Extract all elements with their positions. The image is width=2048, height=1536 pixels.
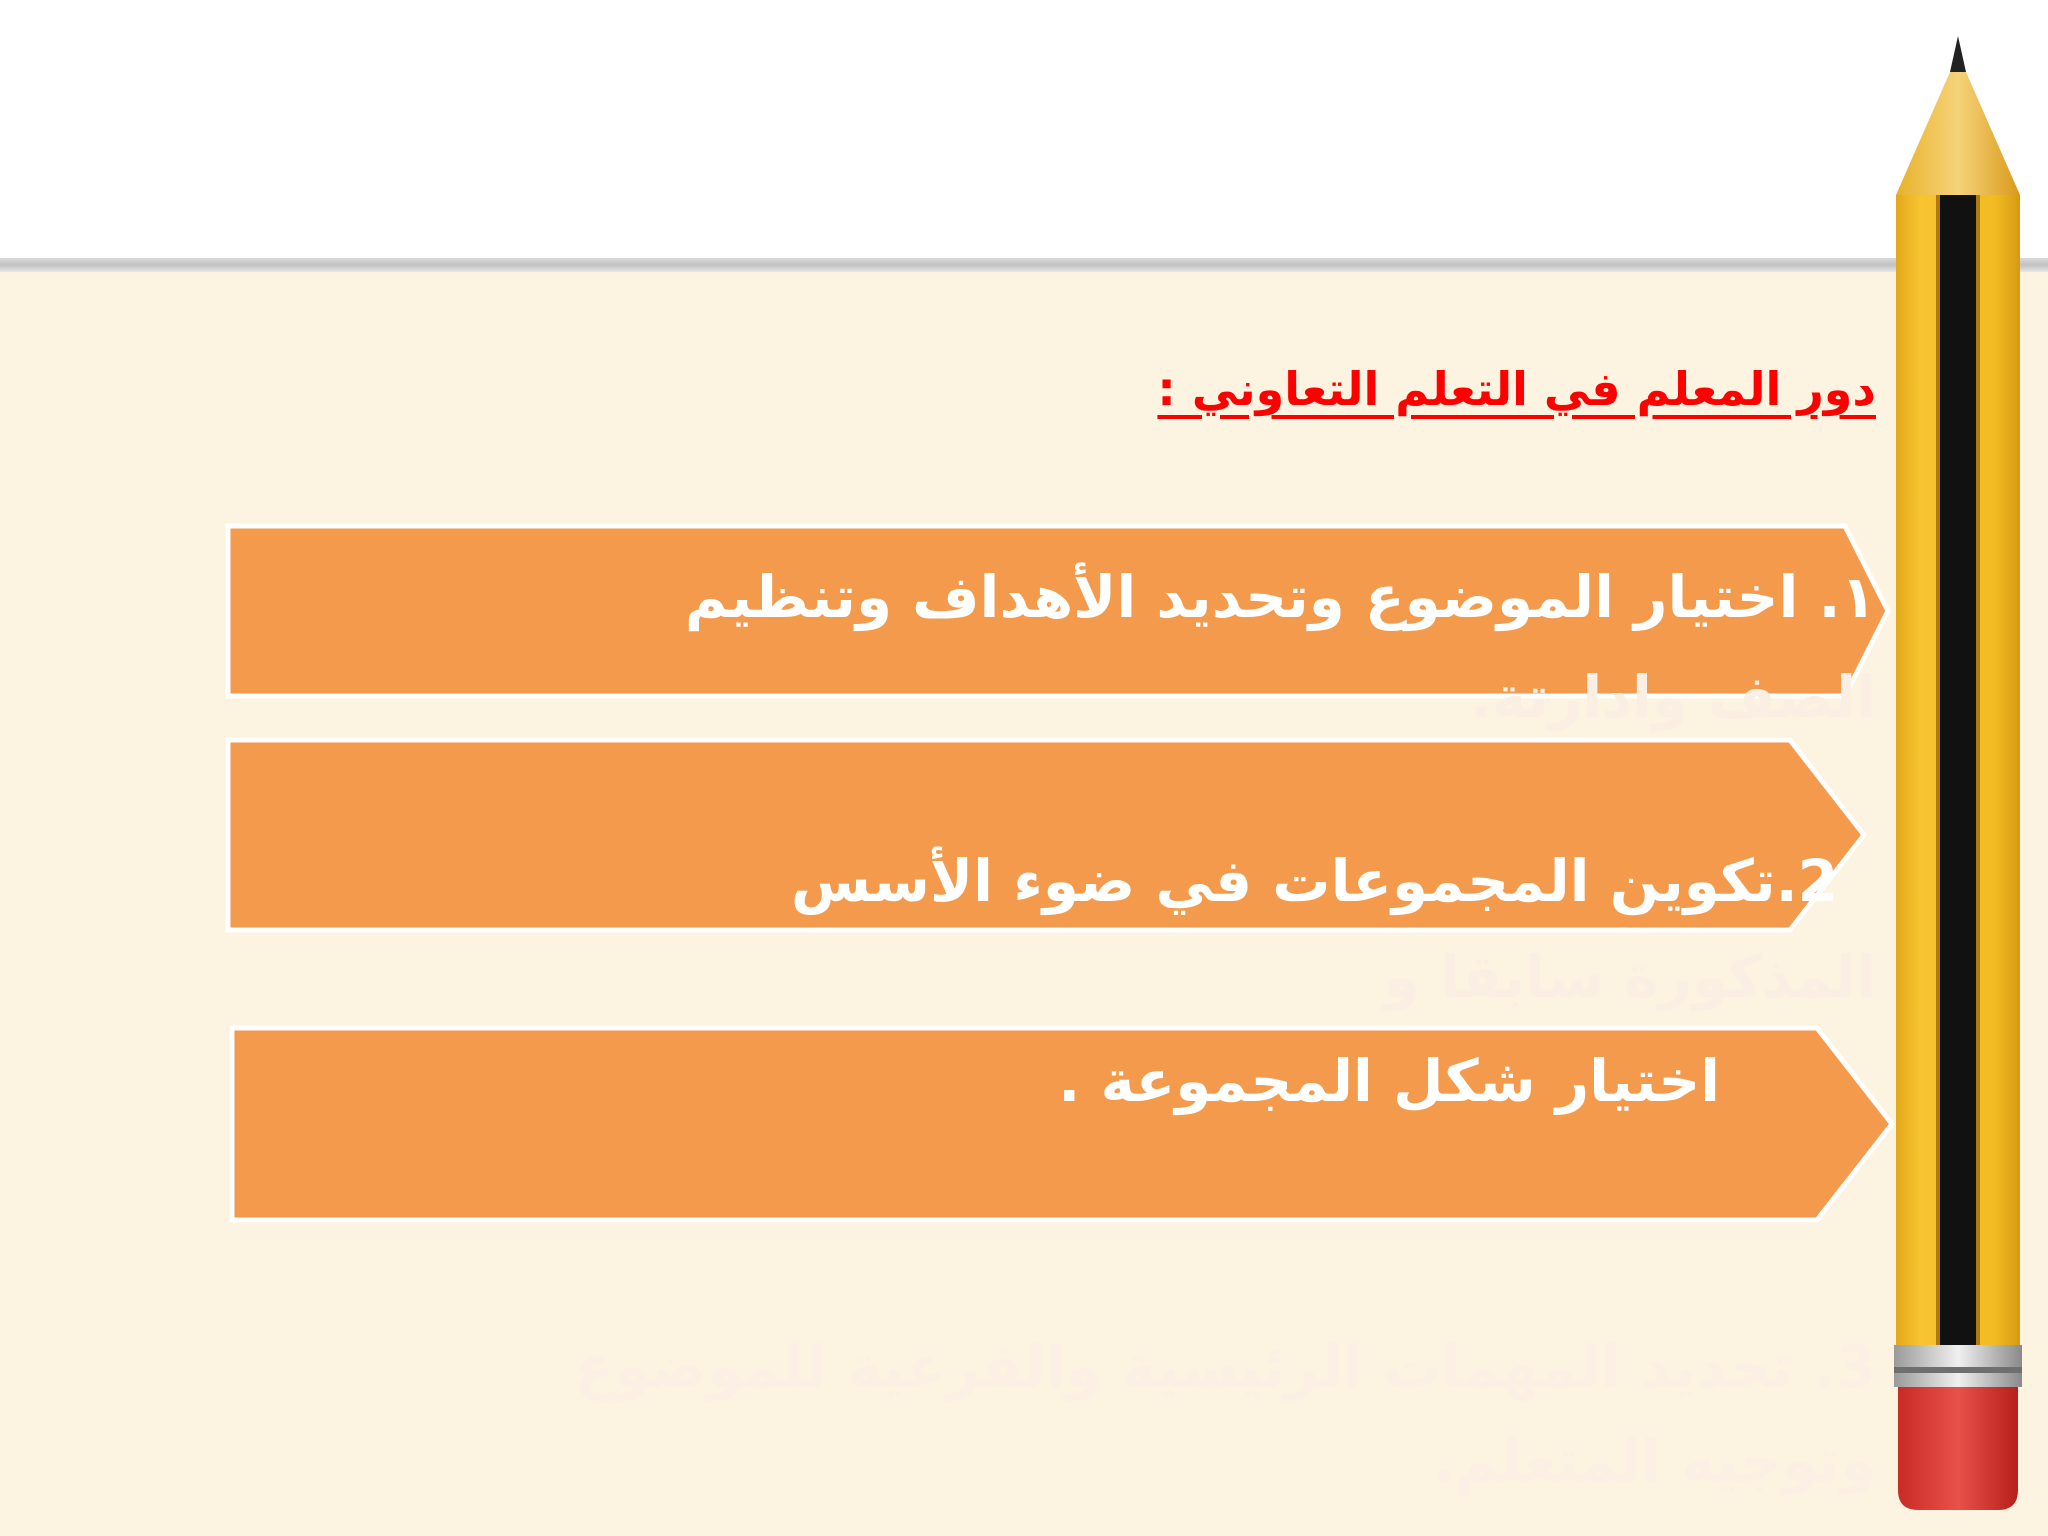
item-2-line-2: المذكورة سابقا و: [1383, 943, 1876, 1011]
item-3-line-1: اختيار شكل المجموعة .: [1058, 1047, 1720, 1115]
item-1-line-1: ١. اختيار الموضوع وتحديد الأهداف وتنظيم: [684, 563, 1876, 631]
slide-title: دور المعلم في التعلم التعاوني :: [1157, 362, 1876, 416]
corner-watermark: [0, 1486, 474, 1536]
item-2-line-1: 2.تكوين المجموعات في ضوء الأسس: [790, 847, 1838, 915]
item-1-line-2: الصف وادارتة.: [1469, 663, 1876, 731]
footer-line-2: وتوجيه المتعلم.: [1432, 1427, 1876, 1495]
footer-line-1: 3. تحديد المهمات الرئيسية والفرعية للموضوع: [574, 1333, 1876, 1401]
slide-top-band: [0, 0, 2048, 258]
header-divider: [0, 258, 2048, 272]
pencil-icon: [1890, 20, 2026, 1520]
